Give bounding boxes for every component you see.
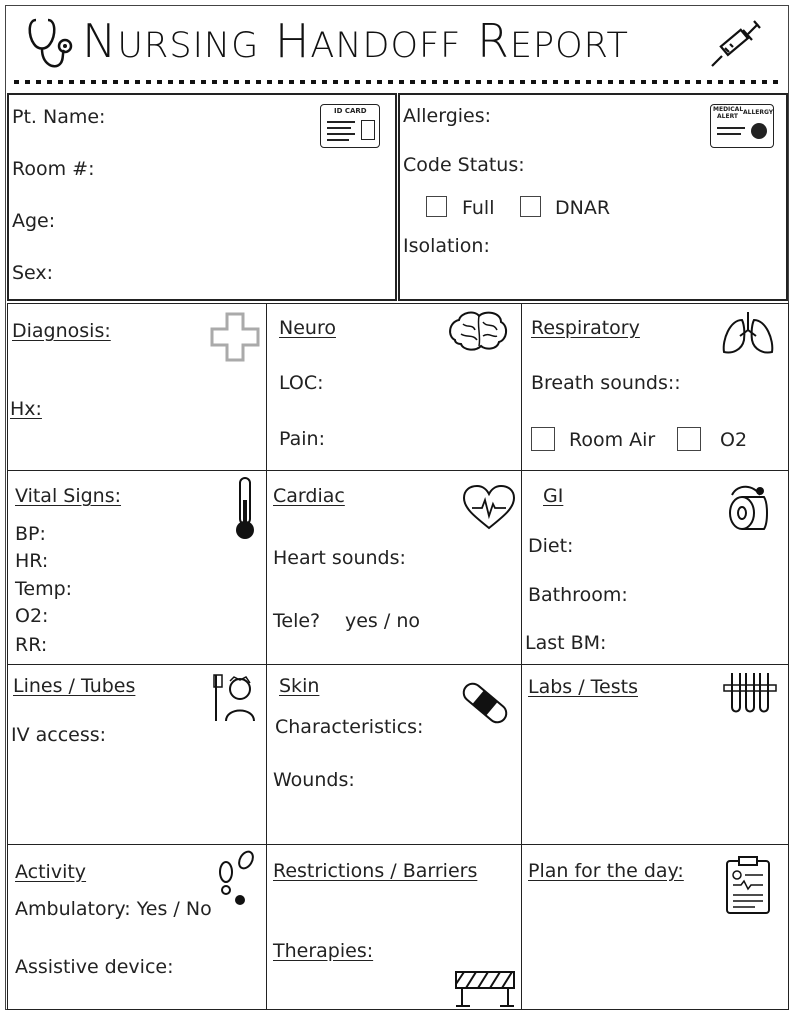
loc-label: LOC: (279, 372, 324, 394)
title-word-rest: URSING (117, 26, 260, 66)
age-label: Age: (12, 210, 56, 232)
sex-label: Sex: (12, 262, 54, 284)
therapies-label: Therapies: (273, 940, 374, 962)
iv-access-label: IV access: (11, 724, 107, 746)
room-air-checkbox[interactable] (531, 427, 555, 451)
cardiac-heading: Cardiac (273, 485, 345, 507)
full-label: Full (462, 197, 495, 219)
heart-icon (462, 484, 516, 532)
dnar-checkbox[interactable] (520, 196, 541, 217)
alert-badge-line2: ALERT (717, 113, 739, 120)
lines-heading: Lines / Tubes (13, 675, 136, 697)
stethoscope-icon (26, 16, 76, 74)
alert-badge-line1: MEDICAL (713, 106, 744, 113)
respiratory-heading: Respiratory (531, 317, 640, 339)
clipboard-icon (725, 855, 771, 915)
page-title: NURSING HANDOFF REPORT (82, 14, 629, 68)
bp-label: BP: (15, 523, 46, 545)
hr-label: HR: (15, 550, 49, 572)
full-checkbox[interactable] (426, 196, 447, 217)
temp-label: Temp: (15, 578, 73, 600)
bathroom-label: Bathroom: (528, 584, 628, 606)
header-divider (14, 80, 780, 84)
assistive-device-label: Assistive device: (15, 956, 174, 978)
wounds-label: Wounds: (273, 769, 355, 791)
plan-heading: Plan for the day: (528, 860, 684, 882)
last-bm-label: Last BM: (525, 632, 607, 654)
labs-heading: Labs / Tests (528, 676, 638, 698)
bandage-icon (458, 678, 512, 728)
toilet-paper-icon (724, 481, 774, 533)
id-card-text: ID CARD (334, 107, 367, 115)
tele-options: yes / no (345, 610, 420, 632)
title-word-rest: ANDOFF (310, 26, 462, 66)
neuro-heading: Neuro (279, 317, 336, 339)
o2-vitals-label: O2: (15, 605, 49, 627)
activity-heading: Activity (15, 861, 87, 883)
o2-label: O2 (720, 429, 748, 451)
thermometer-icon (232, 476, 258, 542)
brain-icon (447, 310, 509, 354)
room-label: Room #: (12, 158, 95, 180)
code-status-label: Code Status: (403, 154, 525, 176)
ambulatory-label: Ambulatory: Yes / No (15, 898, 212, 920)
heart-sounds-label: Heart sounds: (273, 547, 406, 569)
syringe-icon (708, 20, 762, 70)
alert-badge-word: ALLERGY (743, 109, 774, 116)
title-word-rest: EPORT (509, 26, 629, 66)
medical-alert-allergy-icon (710, 104, 774, 148)
characteristics-label: Characteristics: (275, 716, 424, 738)
restrictions-heading: Restrictions / Barriers (273, 860, 478, 882)
barrier-icon (454, 966, 516, 1008)
pain-label: Pain: (279, 428, 325, 450)
footprints-icon (216, 850, 260, 908)
diet-label: Diet: (528, 535, 574, 557)
lungs-icon (720, 310, 776, 356)
isolation-label: Isolation: (403, 235, 490, 257)
medical-cross-icon (210, 312, 260, 362)
gi-heading: GI (543, 485, 564, 507)
vitals-heading: Vital Signs: (15, 485, 122, 507)
tele-label: Tele? (273, 610, 321, 632)
dnar-label: DNAR (555, 197, 611, 219)
allergies-label: Allergies: (403, 105, 492, 127)
patient-name-label: Pt. Name: (12, 106, 106, 128)
iv-patient-icon (212, 671, 256, 723)
room-air-label: Room Air (569, 429, 656, 451)
hx-label: Hx: (10, 398, 42, 420)
skin-heading: Skin (279, 675, 320, 697)
test-tubes-icon (722, 671, 778, 715)
o2-checkbox[interactable] (677, 427, 701, 451)
id-card-icon (320, 104, 380, 148)
diagnosis-heading: Diagnosis: (12, 320, 111, 342)
rr-label: RR: (15, 634, 48, 656)
breath-sounds-label: Breath sounds:: (531, 372, 681, 394)
